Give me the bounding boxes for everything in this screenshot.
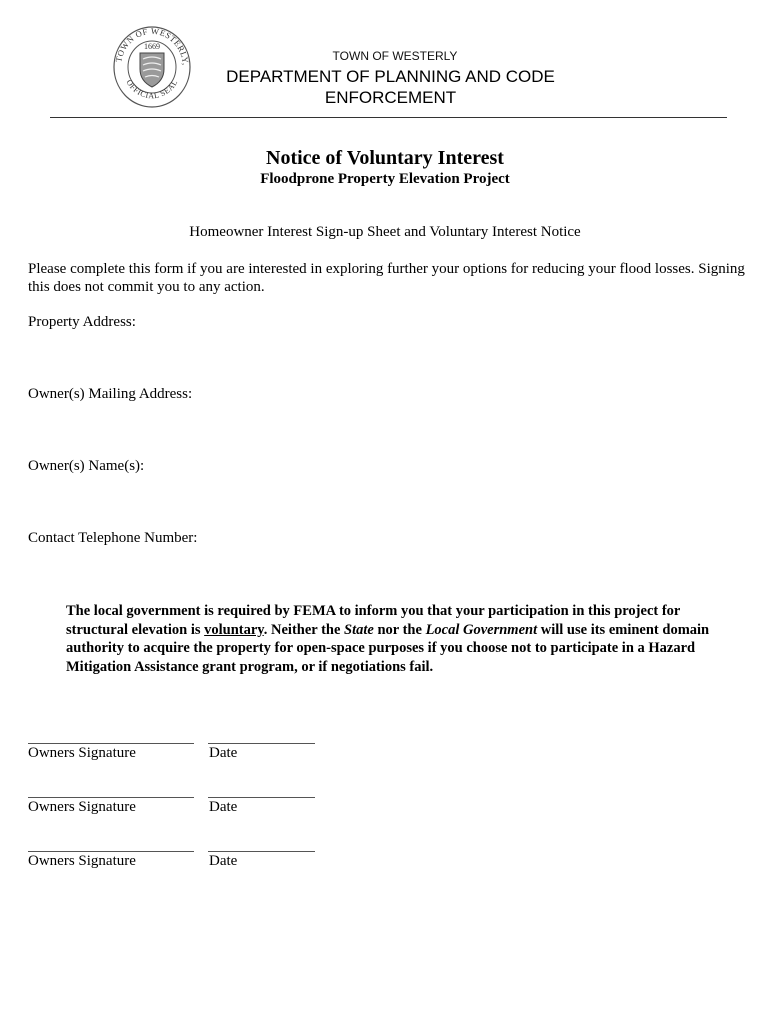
owner-signature-label: Owners Signature (28, 799, 136, 815)
date-label: Date (209, 745, 238, 761)
seal-ring-top: TOWN OF WESTERLY, (113, 25, 191, 66)
seal-ring-bottom: OFFICIAL SEAL (124, 78, 180, 101)
signature-line[interactable] (28, 743, 194, 744)
notice-local-government: Local Government (425, 621, 538, 638)
sheet-title: Homeowner Interest Sign-up Sheet and Voluntary Interest Notice (189, 224, 581, 240)
seal-year: 1669 (144, 42, 160, 51)
owner-signature-label: Owners Signature (28, 745, 136, 761)
signature-line[interactable] (28, 797, 194, 798)
date-line[interactable] (208, 797, 315, 798)
notice-text-3: nor the (377, 621, 426, 638)
department-line-1: DEPARTMENT OF PLANNING AND CODE (226, 67, 555, 86)
telephone-label: Contact Telephone Number: (28, 530, 198, 546)
owner-names-label: Owner(s) Name(s): (28, 458, 145, 474)
property-address-label: Property Address: (28, 314, 136, 330)
intro-paragraph: Please complete this form if you are interested in exploring further your options for reducing your flood losses. Signing this does not commit you to any action. (28, 261, 745, 295)
date-line[interactable] (208, 743, 315, 744)
fema-notice (66, 602, 736, 676)
page-title: Notice of Voluntary Interest (266, 147, 504, 169)
town-name: TOWN OF WESTERLY (332, 49, 458, 63)
page-subtitle: Floodprone Property Elevation Project (260, 171, 510, 187)
official-seal-icon (112, 25, 192, 109)
notice-text-4: will use its eminent domain authority to acquire the property for open-space purposes if you choose not to participate in a Hazard Mitigation Assistance grant program, or if negotiations fail. (66, 621, 710, 675)
notice-text-1: The local government is required by FEMA to inform you that your participation in this project for structural elevation is (66, 603, 681, 638)
signature-line[interactable] (28, 851, 194, 852)
date-label: Date (209, 853, 238, 869)
notice-voluntary: voluntary (204, 621, 264, 638)
date-line[interactable] (208, 851, 315, 852)
town-seal (112, 25, 192, 109)
owner-signature-label: Owners Signature (28, 853, 136, 869)
mailing-address-label: Owner(s) Mailing Address: (28, 386, 193, 402)
notice-text-2: . Neither the (263, 621, 345, 638)
notice-state: State (344, 621, 378, 638)
date-label: Date (209, 799, 238, 815)
department-line-2: ENFORCEMENT (324, 88, 457, 107)
header-divider (50, 117, 727, 118)
